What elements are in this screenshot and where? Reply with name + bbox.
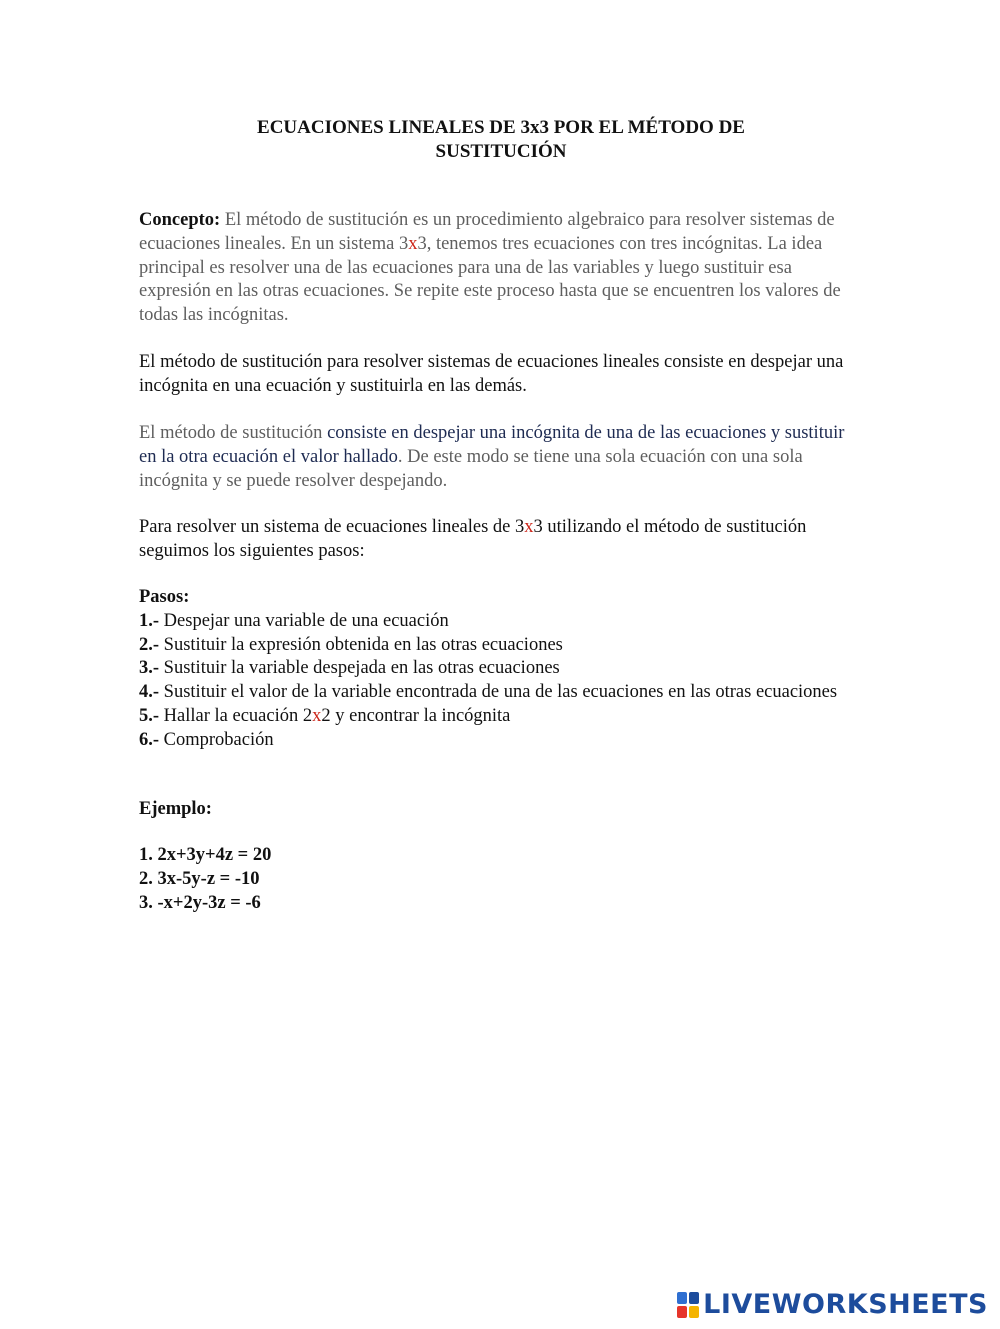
- concept-x: x: [408, 233, 418, 254]
- example-heading: Ejemplo:: [139, 799, 212, 819]
- step-2: 2.- Sustituir la expresión obtenida en las otras ecuaciones: [139, 634, 563, 655]
- method-paragraph: El método de sustitución para resolver sistemas de ecuaciones lineales consiste en despejar una incógnita en una ecuación y sustituirla en las demás.: [139, 352, 844, 396]
- example-equations: [139, 844, 861, 915]
- steps-intro-part1: Para resolver un sistema de ecuaciones lineales de 3: [139, 517, 525, 537]
- steps-intro-x: x: [524, 517, 534, 537]
- concept-label: Concepto:: [139, 210, 221, 230]
- liveworksheets-icon: [677, 1292, 699, 1318]
- title-line-1: ECUACIONES LINEALES DE 3x3 POR EL MÉTODO DE: [257, 117, 745, 138]
- concept-text-a: El método de sustitución es un procedimiento algebraico para resolver sistemas de ecuaciones lineales. En un sistema 3: [139, 210, 835, 254]
- equation-3: 3. -x+2y-3z = -6: [139, 892, 261, 913]
- method-detail-part1: El método de sustitución: [139, 423, 328, 443]
- step-5: 5.- Hallar la ecuación 2x2 y encontrar la incógnita: [139, 705, 511, 726]
- equation-2: 2. 3x-5y-z = -10: [139, 868, 260, 889]
- step-3: 3.- Sustituir la variable despejada en las otras ecuaciones: [139, 658, 560, 679]
- steps-intro-paragraph: [139, 516, 861, 564]
- method-detail-part2: consiste en despejar una incógnita de una de las ecuaciones y sustituir en la otra ecuación el valor hallado: [139, 423, 845, 467]
- step-6: 6.- Comprobación: [139, 729, 274, 750]
- title-line-2: SUSTITUCIÓN: [435, 141, 567, 162]
- liveworksheets-brand: LIVEWORKSHEETS: [703, 1289, 988, 1320]
- method-detail-paragraph: [139, 422, 861, 493]
- concept-paragraph: [139, 209, 861, 328]
- steps-heading: Pasos:: [139, 587, 190, 607]
- steps-list: [139, 586, 861, 753]
- liveworksheets-logo: [677, 1289, 988, 1320]
- document-title: [140, 116, 862, 164]
- step-1: 1.- Despejar una variable de una ecuación: [139, 610, 449, 631]
- concept-text-b: 3, tenemos tres ecuaciones con tres incógnitas. La idea principal es resolver una de las ecuaciones para una de las variables y luego sustituir esa expresión en las otras ecuaciones. Se repite este proceso hasta que se encuentren los valores de todas las incógnitas.: [139, 233, 841, 326]
- equation-1: 1. 2x+3y+4z = 20: [139, 845, 272, 865]
- steps-intro-part2: 3 utilizando el método de sustitución seguimos los siguientes pasos:: [139, 517, 807, 561]
- step-4: 4.- Sustituir el valor de la variable encontrada de una de las ecuaciones en las otras ecuaciones: [139, 682, 838, 703]
- method-detail-part3: . De este modo se tiene una sola ecuación con una sola incógnita y se puede resolver despejando.: [139, 446, 803, 491]
